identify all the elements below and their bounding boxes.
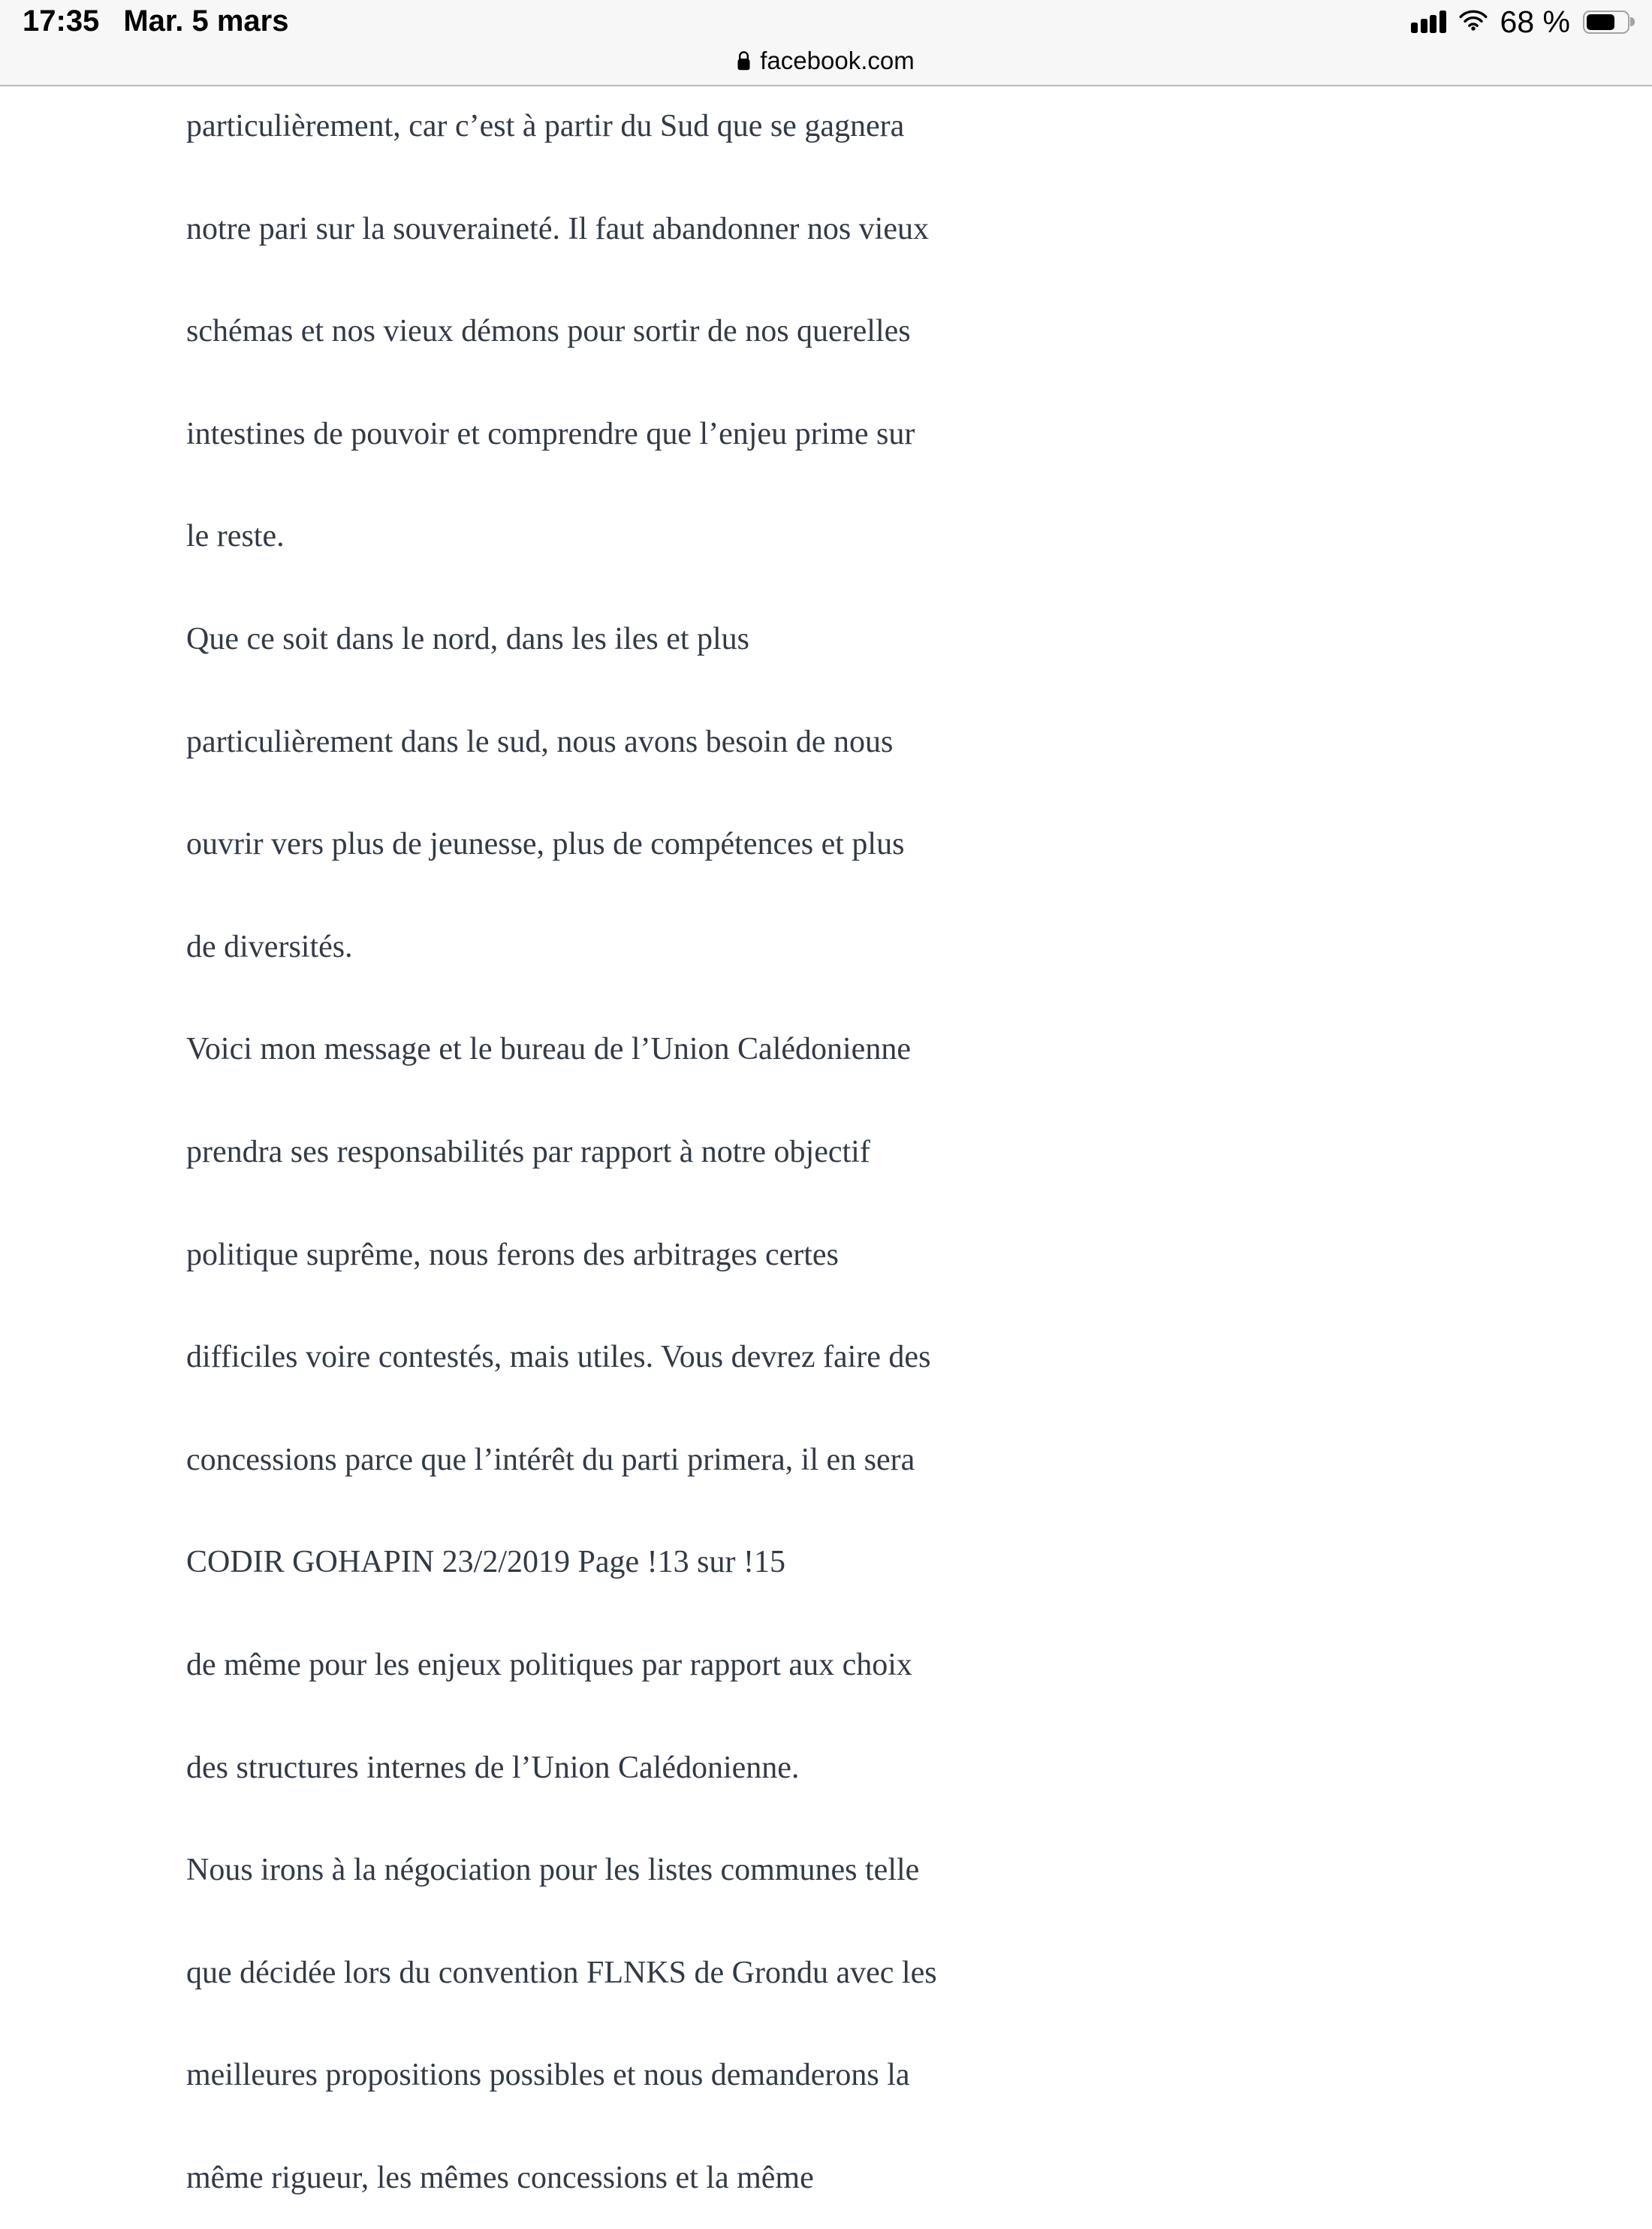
document-line: CODIR GOHAPIN 23/2/2019 Page !13 sur !15 [186,1545,785,1580]
document-line: particulièrement dans le sud, nous avons besoin de nous [186,724,894,759]
document-line: intestines de pouvoir et comprendre que l’enjeu prime sur [186,416,915,451]
document-line: prendra ses responsabilités par rapport à notre objectif [186,1134,870,1169]
status-time: 17:35 [23,5,100,38]
document-line: notre pari sur la souveraineté. Il faut abandonner nos vieux [186,211,929,246]
document-line: le reste. [186,519,285,554]
document-line: de diversités. [186,929,353,964]
document-line: même rigueur, les mêmes concessions et la même [186,2160,814,2195]
wifi-icon [1459,10,1488,35]
status-date: Mar. 5 mars [123,5,289,38]
status-bar-left [23,5,288,38]
address-bar[interactable] [0,39,1652,83]
browser-chrome [0,0,1652,86]
document-line: concessions parce que l’intérêt du parti primera, il en sera [186,1442,915,1477]
document-line: Que ce soit dans le nord, dans les iles et plus [186,621,750,656]
document-line: Nous irons à la négociation pour les listes communes telle [186,1853,920,1888]
document-line: politique suprême, nous ferons des arbitrages certes [186,1237,839,1272]
document-line: schémas et nos vieux démons pour sortir de nos querelles [186,314,911,349]
url-domain: facebook.com [760,47,915,74]
battery-nub [1630,17,1635,26]
status-bar-right [1411,6,1635,38]
document-line: des structures internes de l’Union Calédonienne. [186,1750,800,1785]
battery-percent: 68 % [1500,4,1570,39]
document-line: particulièrement, car c’est à partir du Sud que se gagnera [186,109,905,143]
document-text [186,75,1607,2229]
document-line: meilleures propositions possibles et nous demanderons la [186,2058,910,2093]
document-line: que décidée lors du convention FLNKS de Grondu avec les [186,1955,937,1990]
battery-fill [1587,14,1614,30]
lock-icon [737,51,750,71]
battery-icon [1583,11,1629,34]
document-line: Voici mon message et le bureau de l’Union Calédonienne [186,1032,911,1067]
document-line: ouvrir vers plus de jeunesse, plus de compétences et plus [186,827,905,862]
cellular-signal-icon [1411,11,1446,33]
document-line: de même pour les enjeux politiques par rapport aux choix [186,1647,912,1682]
document-line: difficiles voire contestés, mais utiles. Vous devrez faire des [186,1340,931,1375]
